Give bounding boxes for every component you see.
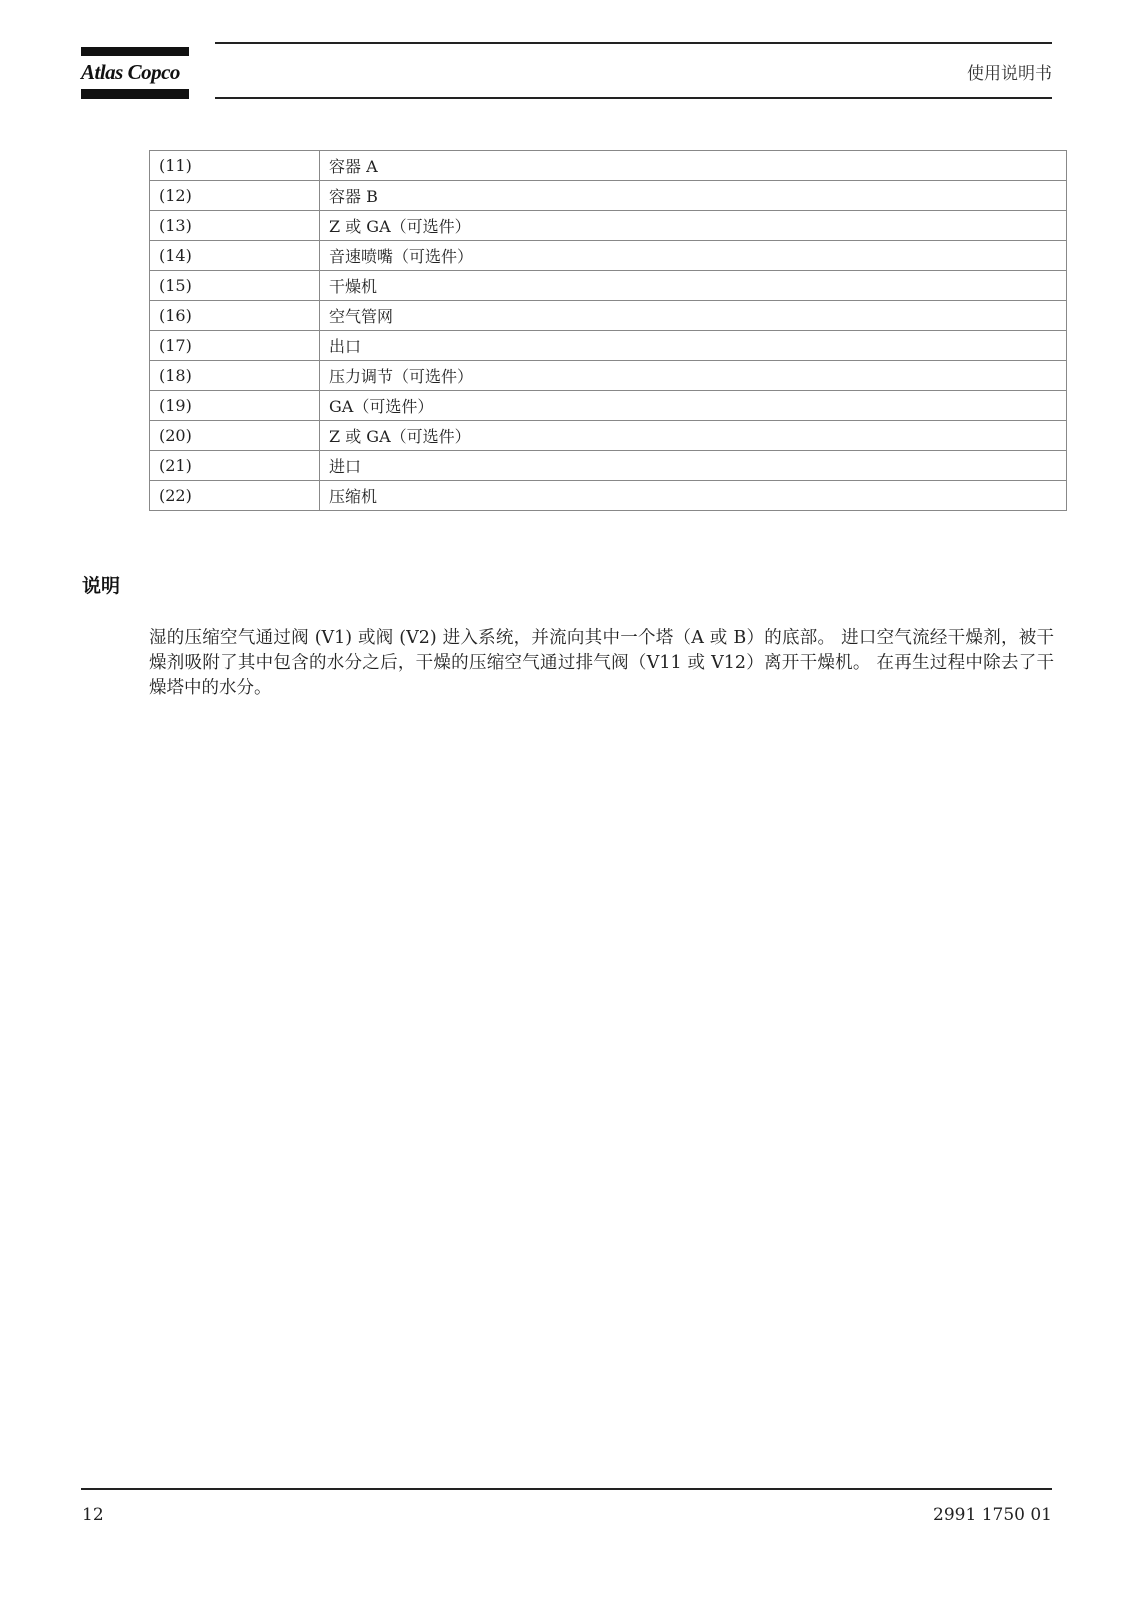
table-row (150, 301, 1067, 331)
item-number: (13) (150, 211, 320, 241)
table-row (150, 271, 1067, 301)
logo-top-bar (81, 47, 189, 56)
item-label: 进口 (320, 451, 1067, 481)
item-label: 压缩机 (320, 481, 1067, 511)
legend-table-body (150, 151, 1067, 511)
item-number: (11) (150, 151, 320, 181)
table-row (150, 151, 1067, 181)
table-row (150, 361, 1067, 391)
table-row (150, 481, 1067, 511)
item-number: (22) (150, 481, 320, 511)
table-row (150, 331, 1067, 361)
item-number: (18) (150, 361, 320, 391)
page-number: 12 (82, 1505, 104, 1525)
table-row (150, 211, 1067, 241)
item-number: (17) (150, 331, 320, 361)
item-number: (21) (150, 451, 320, 481)
item-label: 出口 (320, 331, 1067, 361)
item-label: 音速喷嘴（可选件） (320, 241, 1067, 271)
description-paragraph: 湿的压缩空气通过阀 (V1) 或阀 (V2) 进入系统，并流向其中一个塔（A 或 B）的底部。 进口空气流经干燥剂，被干燥剂吸附了其中包含的水分之后，干燥的压缩空气通过排气阀（V11 或 V12）离开干燥机。 在再生过程中除去了干燥塔中的水分。 (149, 627, 1054, 698)
item-number: (12) (150, 181, 320, 211)
table-row (150, 451, 1067, 481)
item-number: (16) (150, 301, 320, 331)
header-rule-top (215, 42, 1052, 44)
item-label: GA（可选件） (320, 391, 1067, 421)
table-row (150, 391, 1067, 421)
logo-bottom-bar (81, 89, 189, 99)
logo-wordmark: Atlas Copco (81, 60, 180, 84)
footer-rule (81, 1488, 1052, 1490)
item-number: (20) (150, 421, 320, 451)
table-row (150, 181, 1067, 211)
atlas-copco-logo (81, 47, 189, 99)
item-label: 压力调节（可选件） (320, 361, 1067, 391)
table-row (150, 241, 1067, 271)
document-number: 2991 1750 01 (933, 1505, 1052, 1525)
item-label: 容器 A (320, 151, 1067, 181)
item-number: (19) (150, 391, 320, 421)
item-label: 空气管网 (320, 301, 1067, 331)
item-label: 容器 B (320, 181, 1067, 211)
item-label: Z 或 GA（可选件） (320, 421, 1067, 451)
header-rule-bottom (215, 97, 1052, 99)
item-label: 干燥机 (320, 271, 1067, 301)
document-title: 使用说明书 (967, 64, 1052, 84)
item-number: (15) (150, 271, 320, 301)
item-label: Z 或 GA（可选件） (320, 211, 1067, 241)
legend-table (149, 150, 1067, 511)
item-number: (14) (150, 241, 320, 271)
section-heading: 说明 (82, 575, 121, 597)
table-row (150, 421, 1067, 451)
